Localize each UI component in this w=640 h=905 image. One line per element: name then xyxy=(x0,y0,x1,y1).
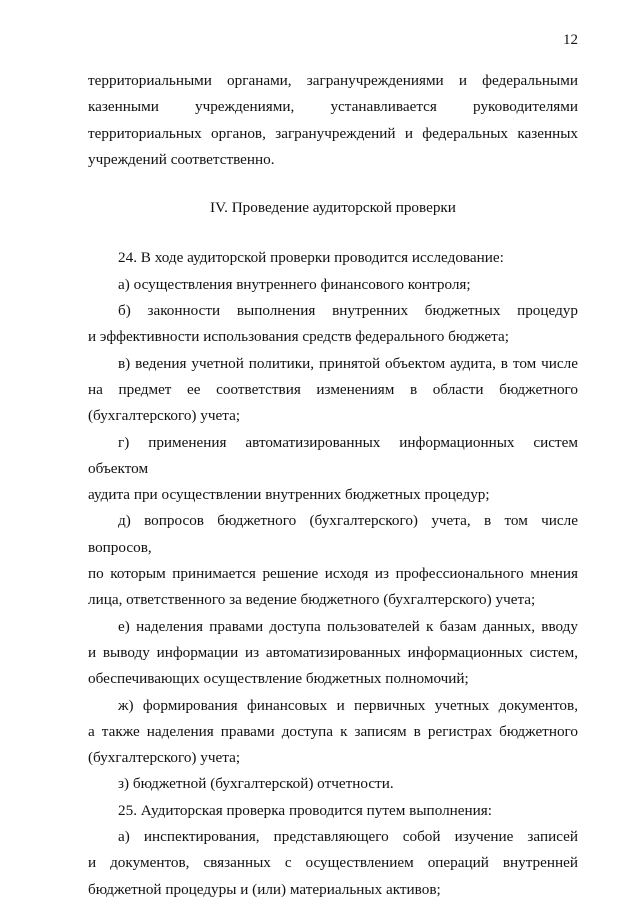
text-line: территориальными органами, загранучреждениями и федеральными xyxy=(88,72,578,89)
item-24e xyxy=(88,508,578,613)
item-24h: з) бюджетной (бухгалтерской) отчетности. xyxy=(118,775,394,793)
text-line: и эффективности использования средств федерального бюджета; xyxy=(88,328,509,346)
text-line: д) вопросов бюджетного (бухгалтерского) учета, в том числе вопросов, xyxy=(88,512,578,556)
document-body xyxy=(88,68,578,903)
item-24b xyxy=(88,298,578,351)
text-line: (бухгалтерского) учета; xyxy=(88,407,241,425)
item-24a: а) осуществления внутреннего финансового контроля; xyxy=(118,275,471,293)
text-line: г) применения автоматизированных информационных систем объектом xyxy=(88,433,578,477)
text-line: а) инспектирования, представляющего собой изучение записей xyxy=(118,828,578,846)
item-24c xyxy=(88,351,578,430)
text-line: территориальных органов, загранучреждений и федеральных казенных xyxy=(88,124,578,142)
item-24g xyxy=(88,693,578,772)
text-line: по которым принимается решение исходя из профессионального мнения xyxy=(88,565,578,583)
text-line: казенными учреждениями, устанавливается руководителями xyxy=(88,98,578,116)
text-line: в) ведения учетной политики, принятой объектом аудита, в том числе xyxy=(118,354,578,372)
text-line: е) наделения правами доступа пользователей к базам данных, вводу xyxy=(118,617,578,635)
text-line: и выводу информации из автоматизированных информационных систем, xyxy=(88,643,578,661)
text-line: ж) формирования финансовых и первичных учетных документов, xyxy=(118,696,578,714)
text-line: обеспечивающих осуществление бюджетных полномочий; xyxy=(88,670,469,688)
text-line: и документов, связанных с осуществлением операций внутренней xyxy=(88,854,578,872)
page-number: 12 xyxy=(563,32,578,48)
section-heading: IV. Проведение аудиторской проверки xyxy=(210,199,456,217)
item-25a xyxy=(88,824,578,903)
text-line: аудита при осуществлении внутренних бюджетных процедур; xyxy=(88,486,490,504)
paragraph-25: 25. Аудиторская проверка проводится путем выполнения: xyxy=(118,801,492,819)
text-line: учреждений соответственно. xyxy=(88,150,275,168)
text-line: на предмет ее соответствия изменениям в области бюджетного xyxy=(88,380,578,398)
item-24d xyxy=(88,430,578,509)
text-line: бюджетной процедуры и (или) материальных активов; xyxy=(88,880,441,898)
paragraph-24: 24. В ходе аудиторской проверки проводится исследование: xyxy=(118,249,504,267)
text-line: б) законности выполнения внутренних бюджетных процедур xyxy=(118,302,578,320)
text-line: (бухгалтерского) учета; xyxy=(88,749,241,767)
intro-paragraph xyxy=(88,68,578,173)
text-line: а также наделения правами доступа к записям в регистрах бюджетного xyxy=(88,722,578,740)
item-24f xyxy=(88,614,578,693)
text-line: лица, ответственного за ведение бюджетного (бухгалтерского) учета; xyxy=(88,591,536,609)
